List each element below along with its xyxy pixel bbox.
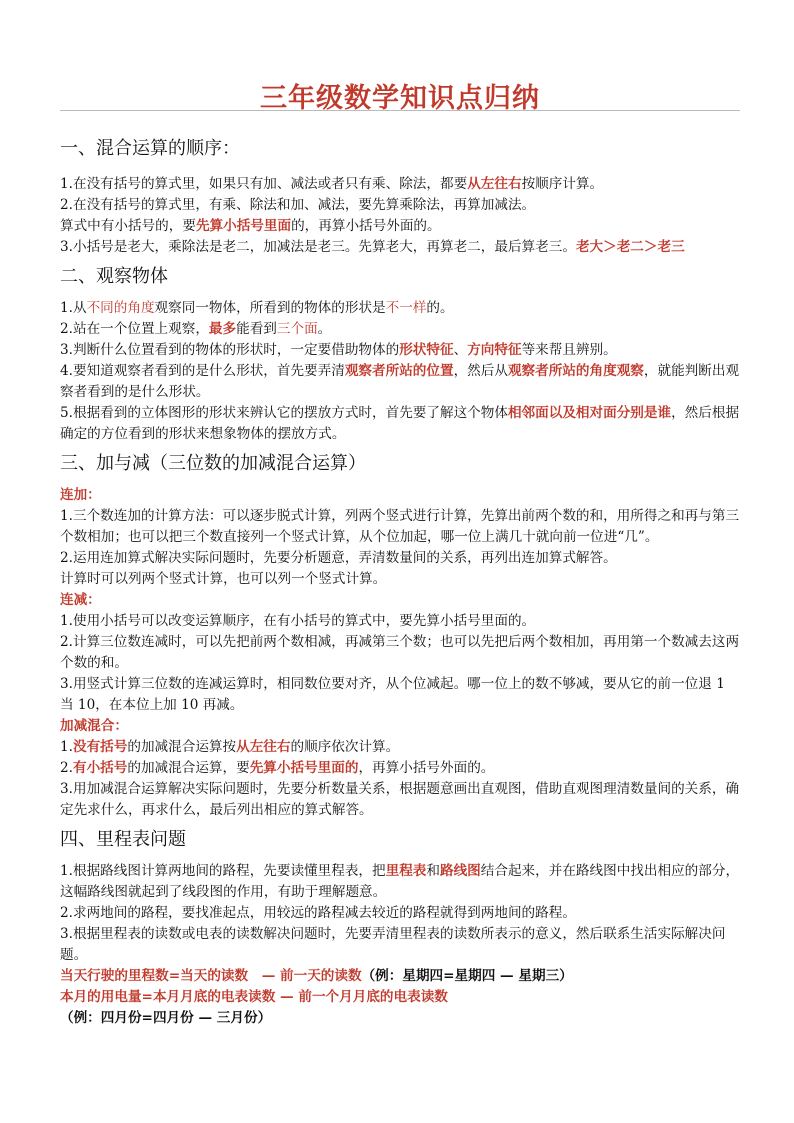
paragraph: [60, 403, 742, 445]
paragraph: 2.在没有括号的算式里，有乘、除法和加、减法，要先算乘除法，再算加减法。: [60, 197, 536, 213]
text: 观察同一物体，所看到的物体的形状是: [154, 300, 386, 316]
highlight-text: 先算小括号里面的: [249, 760, 359, 776]
text: 的加减混合运算按: [127, 739, 237, 755]
text: 的，再算小括号外面的。: [291, 218, 441, 234]
section-heading-addition-subtraction: 三、加与减（三位数的加减混合运算）: [60, 453, 366, 474]
paragraph: 1.使用小括号可以改变运算顺序，在有小括号的算式中，要先算小括号里面的。: [60, 613, 536, 629]
highlight-text: 相邻面以及相对面分别是谁: [507, 405, 672, 421]
highlight-text: 观察者所站的位置: [344, 363, 454, 379]
paragraph: [60, 298, 742, 319]
paragraph: 3.用加减混合运算解决实际问题时，先要分析数量关系，根据题意画出直观图，借助直观图理清数量间的关系，确定先求什么，再求什么，最后列出相应的算式解答。: [60, 781, 740, 818]
text: 2.: [60, 760, 73, 776]
text: 4.要知道观察者看到的是什么形状，首先要弄清: [60, 363, 345, 379]
section-heading-mixed-operations: 一、混合运算的顺序：: [60, 138, 240, 159]
text: 的顺序依次计算。: [290, 739, 400, 755]
formula-text: 当天行驶的里程数=当天的读数 — 前一天的读数: [60, 968, 362, 984]
paragraph: 2.运用连加算式解决实际问题时，先要分析题意，弄清数量间的关系，再列出连加算式解答。: [60, 550, 617, 566]
text: 3.判断什么位置看到的物体的形状时，一定要借助物体的: [60, 342, 400, 358]
highlight-text: 从左往右: [467, 176, 522, 192]
highlight-text: 没有括号: [72, 739, 128, 755]
paragraph: [60, 340, 742, 361]
paragraph: 3.根据里程表的读数或电表的读数解决问题时，先要弄清里程表的读数所表示的意义，然后联系生活实际解决问题。: [60, 926, 726, 963]
highlight-text: 形状特征: [399, 342, 454, 358]
text: ，然后从: [453, 363, 508, 379]
text: 1.根据路线图计算两地间的路程，先要读懂里程表，把: [60, 863, 386, 879]
title-divider: [60, 110, 740, 111]
text: 按顺序计算。: [521, 176, 604, 192]
paragraph: [60, 319, 742, 340]
formula-line: 本月的用电量=本月月底的电表读数 — 前一个月月底的电表读数: [60, 989, 448, 1005]
section-heading-observing-objects: 二、观察物体: [60, 266, 168, 287]
paragraph: 1.三个数连加的计算方法：可以逐步脱式计算，列两个竖式进行计算，先算出前两个数的和，用所得之和再与第三个数相加；也可以把三个数直接列一个竖式计算，从个位加起，哪一位上满几十就向前一位进“几”。: [60, 508, 740, 545]
text: ，就能判断出观察者看到的是什么形状。: [60, 363, 740, 400]
text: 1.在没有括号的算式里，如果只有加、减法或者只有乘、除法，都要: [60, 176, 468, 192]
text: 5.根据看到的立体图形的形状来辨认它的摆放方式时，首先要了解这个物体: [60, 405, 508, 421]
document-body: [60, 136, 742, 1029]
paragraph: 2.求两地间的路程，要找准起点，用较远的路程减去较近的路程就得到两地间的路程。: [60, 905, 576, 921]
subheading-consecutive-addition: 连加：: [60, 487, 101, 503]
highlight-text: 先算小括号里面: [195, 218, 292, 234]
text: 2.站在一个位置上观察，: [60, 321, 209, 337]
highlight-text: 路线图: [440, 863, 481, 879]
text: 结合起来，并在路线图中找出相应的部分，这幅路线图就起到了线段图的作用，有助于理解题意。: [60, 863, 740, 900]
text: 的加减混合运算，要: [127, 760, 250, 776]
paragraph: [60, 861, 742, 903]
highlight-text: 不一样: [385, 300, 427, 316]
subheading-consecutive-subtraction: 连减：: [60, 592, 101, 608]
highlight-text: 从左往右: [236, 739, 291, 755]
text: 算式中有小括号的，要: [60, 218, 196, 234]
text: 。: [317, 321, 332, 337]
text: 、: [453, 342, 468, 358]
text: 的。: [426, 300, 454, 316]
subheading-mixed-add-subtract: 加减混合：: [60, 718, 128, 734]
paragraph: 2.计算三位数连减时，可以先把前两个数相减，再减第三个数；也可以先把后两个数相加，再用第一个数减去这两个数的和。: [60, 634, 740, 671]
paragraph: 计算时可以列两个竖式计算，也可以列一个竖式计算。: [60, 571, 387, 587]
paragraph: [60, 216, 742, 237]
text: 和: [426, 863, 440, 879]
paragraph: [60, 737, 742, 758]
text: ，然后根据确定的方位看到的形状来想象物体的摆放方式。: [60, 405, 740, 442]
text: 3.小括号是老大，乘除法是老二，加减法是老三。先算老大，再算老二，最后算老三。: [60, 239, 576, 255]
paragraph: [60, 174, 742, 195]
highlight-text: 老大＞老二＞老三: [575, 239, 685, 255]
paragraph: 3.用竖式计算三位数的连减运算时，相同数位要对齐，从个位减起。哪一位上的数不够减，要从它的前一位退 1 当 10，在本位上加 10 再减。: [60, 676, 725, 713]
section-heading-odometer: 四、里程表问题: [60, 829, 186, 850]
document-title: 三年级数学知识点归纳: [260, 83, 540, 114]
formula-line: [60, 966, 742, 987]
highlight-text: 有小括号: [72, 760, 128, 776]
paragraph: [60, 758, 742, 779]
text: 等来帮且辨别。: [521, 342, 617, 358]
highlight-text: 最多: [208, 321, 237, 337]
highlight-text: 里程表: [385, 863, 427, 879]
highlight-text: 方向特征: [467, 342, 522, 358]
text: 能看到: [236, 321, 277, 337]
paragraph: [60, 237, 742, 258]
text: 1.: [60, 739, 73, 755]
text: 1.从: [60, 300, 87, 316]
example-text: （例：星期四=星期四 — 星期三）: [361, 968, 573, 984]
highlight-text: 不同的角度: [86, 300, 155, 316]
paragraph: [60, 361, 742, 403]
highlight-text: 观察者所站的角度观察: [507, 363, 644, 379]
example-line: （例：四月份=四月份 — 三月份）: [60, 1010, 272, 1026]
highlight-text: 三个面: [276, 321, 318, 337]
text: ，再算小括号外面的。: [358, 760, 495, 776]
